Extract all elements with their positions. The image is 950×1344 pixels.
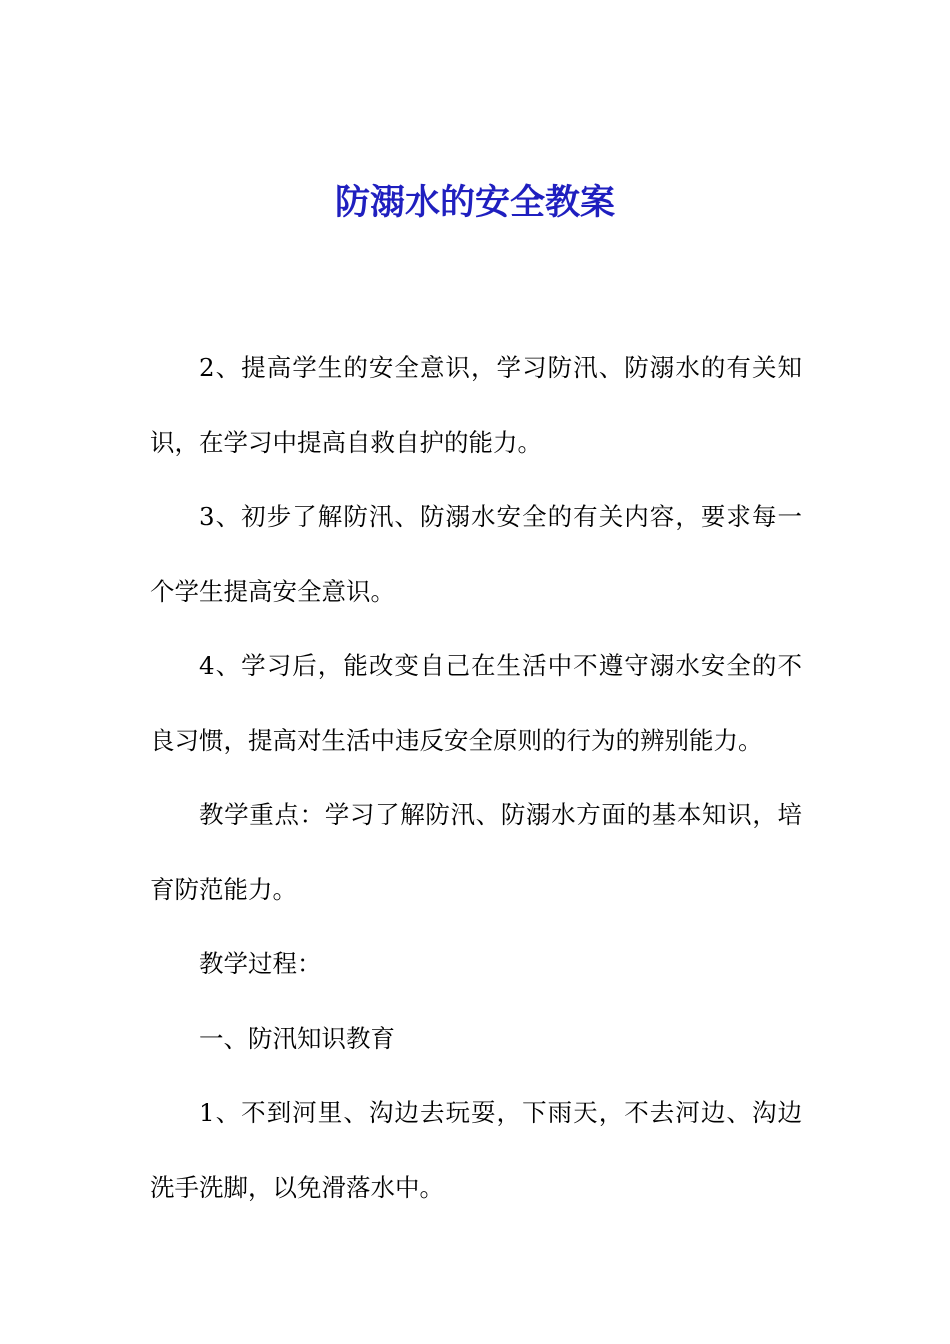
paragraph-goal-2: 2、提高学生的安全意识，学习防汛、防溺水的有关知识，在学习中提高自救自护的能力。 [150,353,802,457]
paragraph-goal-3: 3、初步了解防汛、防溺水安全的有关内容，要求每一个学生提高安全意识。 [150,502,802,606]
paragraph-rule-1: 1、不到河里、沟边去玩耍，下雨天，不去河边、沟边洗手洗脚，以免滑落水中。 [150,1098,802,1202]
paragraph-teaching-focus: 教学重点：学习了解防汛、防溺水方面的基本知识，培育防范能力。 [150,800,802,904]
paragraph-teaching-process: 教学过程： [199,949,322,978]
paragraph-goal-4: 4、学习后，能改变自己在生活中不遵守溺水安全的不良习惯，提高对生活中违反安全原则的行为的辨别能力。 [150,651,802,755]
section-heading-flood-education: 一、防汛知识教育 [199,1023,395,1053]
document-title: 防溺水的安全教案 [334,183,615,223]
document-body [150,331,802,1225]
